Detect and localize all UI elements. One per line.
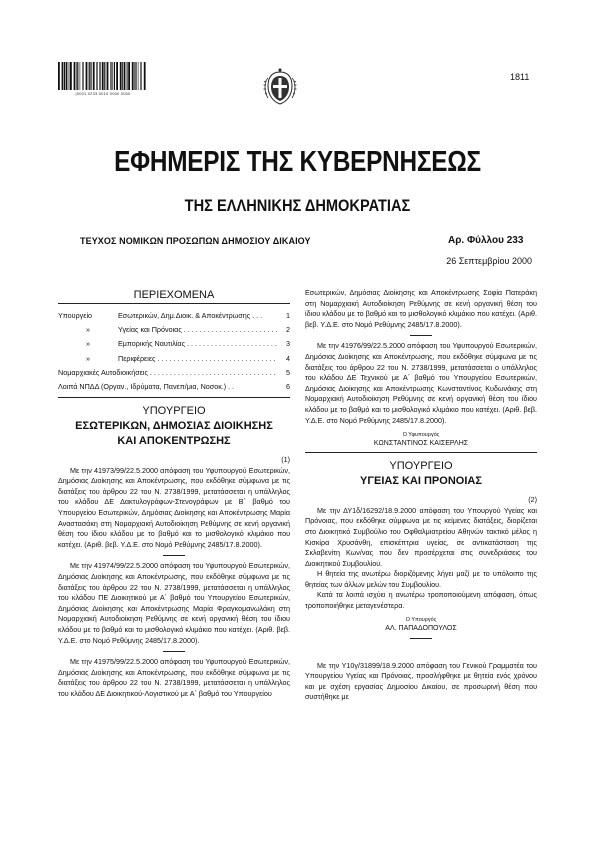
- barcode-bar: [68, 62, 69, 90]
- toc-entry: Εμπορικής Ναυτιλίας . . . . . . . . . . . . . . . . . . . . . . .: [118, 339, 277, 349]
- decision-paragraph: Με την ΔΥ1δ/16292/18.9.2000 απόφαση του Υπουργού Υγείας και Πρόνοιας, που εκδόθηκε σύμφωνα με τις κείμενες διατάξεις, διορίζεται στο Διοικητικό Συμβούλιο του Οφθαλμιατρείου Αθηνών τακτικό μέλος η Κισκίρα Χρυσάνθη, επισκέπτρια υγείας, σε αντικατάσταση της Σκλαβενίτη Κων/νας που δεν προσέρχεται στις συνεδριάσεις του Διοικητικού Συμβουλίου.: [305, 505, 537, 568]
- decision-paragraph: Με την 41974/99/22.5.2000 απόφαση του Υφυπουργού Εσωτερικών, Δημόσιας Διοίκησης και Αποκέντρωσης, που εκδόθηκε σύμφωνα με τις διατάξεις του άρθρου 22 του Ν. 2738/1999, μετατάσσεται η υπάλληλος του κλάδου ΠΕ Διοικητικού με Α΄ βαθμό του Υπουργείου Εσωτερικών, Δημόσιας Διοίκησης και Αποκέντρωσης Μαρία Φραγκομανωλάκη στη Νομαρχιακή Αυτοδιοίκηση Ρεθύμνης σε κενή οργανική θέση του ίδιου κλάδου με το βαθμό και το μισθολογικό κλιμάκιο που κατέχει. (Αριθ. βεβ. Υ.Δ.Ε. στο Νομό Ρεθύμνης 2485/17.8.2000).: [58, 561, 290, 645]
- toc-row: [58, 323, 290, 337]
- barcode-bar: [120, 62, 122, 90]
- toc-page: 1: [286, 311, 290, 320]
- ministry-heading: ΥΠΟΥΡΓΕΙΟ ΥΓΕΙΑΣ ΚΑΙ ΠΡΟΝΟΙΑΣ: [360, 460, 482, 488]
- barcode-bar: [140, 62, 141, 90]
- barcode-bar: [124, 62, 125, 90]
- barcode-bar: [58, 62, 60, 90]
- toc-label: »: [86, 353, 90, 363]
- barcode-bar: [76, 62, 77, 90]
- toc-page: 3: [286, 339, 290, 349]
- divider: [163, 651, 185, 652]
- signature-role: Ο Υπουργός: [405, 616, 437, 623]
- barcode-bar: [82, 62, 83, 90]
- barcode-bar: [90, 62, 91, 90]
- sheet-number: Αρ. Φύλλου 233: [448, 235, 524, 246]
- left-column: [58, 404, 290, 699]
- barcode-bar: [116, 62, 118, 90]
- toc-entry: Λοιπά ΝΠΔΔ (Οργαν., Ιδρύματα, Πανεπ/μια, Νοσοκ.) . .: [58, 382, 235, 392]
- issue-date: 26 Σεπτεμβρίου 2000: [446, 256, 532, 266]
- divider: [58, 303, 290, 304]
- barcode-bar: [77, 62, 78, 90]
- toc-page: 6: [286, 382, 290, 392]
- toc-label: »: [86, 325, 90, 335]
- decision-paragraph: Με την 41976/99/22.5.2000 απόφαση του Υφυπουργού Εσωτερικών, Δημόσιας Διοίκησης και Αποκέντρωσης, που εκδόθηκε σύμφωνα με τις διατάξεις του άρθρου 22 του Ν. 2738/1999, μετατάσσεται ο υπάλληλος του κλάδου ΔΕ Τεχνικού με Α΄ βαθμό του Υπουργείου Εσωτερικών, Δημόσιας Διοίκησης και Αποκέντρωσης Κωνσταντίνος Κυδωνάκης στη Νομαρχιακή Αυτοδιοίκηση Ρεθύμνης σε κενή οργανική θέση του ίδιου κλάδου με το βαθμό και το μισθολογικό κλιμάκιο που κατέχει. (Αριθ. βεβ. Υ.Δ.Ε. στο Νομό Ρεθύμνης 2485/17.8.2000).: [305, 341, 537, 425]
- barcode-bar: [83, 62, 84, 90]
- signature-name: ΑΛ. ΠΑΠΑΔΟΠΟΥΛΟΣ: [385, 624, 457, 632]
- toc-entry: Εσωτερικών, Δημ.Διοικ. & Αποκέντρωσης . . .: [118, 311, 263, 320]
- barcode-bar: [127, 62, 128, 90]
- barcode-bar: [110, 62, 111, 90]
- barcode-bar: [111, 62, 112, 90]
- barcode-bar: [89, 62, 90, 90]
- decision-paragraph: Με την 41975/99/22.5.2000 απόφαση του Υφυπουργού Εσωτερικών, Δημόσιας Διοίκησης και Αποκέντρωσης, που εκδόθηκε σύμφωνα με τις διατάξεις του άρθρου 22 του Ν. 2738/1999, μετατάσσεται η υπάλληλος του κλάδου ΔΕ Διοικητικού-Λογιστικού με Α΄ βαθμό του Υπουργείου: [58, 657, 290, 698]
- decision-paragraph: Εσωτερικών, Δημόσιας Διοίκησης και Αποκέντρωσης Σοφία Πατεράκη στη Νομαρχιακή Αυτοδιοίκηση Ρεθύμνης σε κενή οργανική θέση του ίδιου κλάδου με το βαθμό και το μισθολογικό κλιμάκιο που κατέχει. (Αριθ. βεβ. Υ.Δ.Ε. στο Νομό Ρεθύμνης 2485/17.8.2000).: [305, 288, 537, 329]
- decision-number: (1): [281, 455, 290, 464]
- toc-label: Υπουργείο: [58, 311, 93, 320]
- toc-row: [58, 337, 290, 351]
- barcode-bar: [122, 62, 123, 90]
- barcode-bar: [132, 62, 134, 90]
- coat-of-arms-icon: [262, 66, 298, 106]
- toc-page: 4: [286, 353, 290, 363]
- barcode-bar: [135, 62, 136, 90]
- gazette-subtitle: ΤΗΣ ΕΛΛΗΝΙΚΗΣ ΔΗΜΟΚΡΑΤΙΑΣ: [184, 196, 411, 215]
- barcode-bar: [126, 62, 127, 90]
- decision-paragraph: Η θητεία της ανωτέρω διοριζόμενης λήγει μαζί με το υπόλοιπο της θητείας των άλλων μελών του Συμβουλίου.: [305, 569, 537, 589]
- toc-page: 2: [286, 325, 290, 335]
- signature-name: ΚΩΝΣΤΑΝΤΙΝΟΣ ΚΑΙΣΕΡΛΗΣ: [373, 440, 469, 448]
- toc-title: ΠΕΡΙΕΧΟΜΕΝΑ: [133, 289, 215, 301]
- barcode-bar: [66, 62, 67, 90]
- barcode-number: |0001 0233 0010 0000 0000: [75, 91, 131, 96]
- barcode-bar: [80, 62, 81, 90]
- toc-row: [58, 352, 290, 366]
- barcode-bar: [99, 62, 100, 90]
- barcode-bar: [144, 62, 146, 90]
- page-number: 1811: [510, 72, 530, 82]
- toc-label: »: [86, 339, 90, 349]
- right-column: [305, 288, 537, 703]
- table-of-contents: [58, 309, 290, 394]
- toc-entry: Περιφέρειες . . . . . . . . . . . . . . . . . . . . . . . . . . . . . .: [118, 353, 276, 363]
- barcode-bar: [64, 62, 65, 90]
- barcode-bar: [69, 62, 70, 90]
- barcode-bar: [141, 62, 142, 90]
- toc-entry: Υγείας και Πρόνοιας . . . . . . . . . . . . . . . . . . . . . . . .: [118, 325, 278, 335]
- barcode-bar: [128, 62, 130, 90]
- decision-paragraph: Με την 41973/99/22.5.2000 απόφαση του Υφυπουργού Εσωτερικών, Δημόσιας Διοίκησης και Αποκέντρωσης, που εκδόθηκε σύμφωνα με τις διατάξεις του άρθρου 22 του Ν. 2738/1999, μετατάσσεται η υπάλληλος του κλάδου ΔΕ Δακτυλογράφων-Στενογράφων με Β΄ βαθμό του Υπουργείου Εσωτερικών, Δημόσιας Διοίκησης και Αποκέντρωσης Μαρία Αναστασάκη στη Νομαρχιακή Αυτοδιοίκηση Ρεθύμνης σε κενή οργανική θέση του ίδιου κλάδου με το βαθμό και το μισθολογικό κλιμάκιο που κατέχει. (Αριθ. βεβ. Υ.Δ.Ε. στο Νομό Ρεθύμνης 2485/17.8.2000).: [58, 465, 290, 549]
- barcode-bar: [134, 62, 135, 90]
- divider: [58, 397, 290, 398]
- toc-entry: Νομαρχιακές Αυτοδιοικήσεις . . . . . . . . . . . . . . . . . . . . . . . . . . . . . . . .: [58, 367, 276, 377]
- barcode-bar: [114, 62, 115, 90]
- decision-paragraph: Με την Υ10γ/31899/18.9.2000 απόφαση του Γενικού Γραμματέα του Υπουργείου Υγείας και Πρόνοιας, προσλήφθηκε με θητεία ενός χρόνου και με σχέση εργασίας Δημοσίου Δικαίου, σε προσωρινή θέση που συστήθηκε με: [305, 660, 537, 702]
- barcode: [58, 62, 148, 90]
- barcode-bar: [93, 62, 95, 90]
- divider: [163, 555, 185, 556]
- decision-paragraph: Κατά τα λοιπά ισχύει η ανωτέρω τροποποιούμενη απόφαση, όπως τροποποιήθηκε μεταγενέστερα.: [305, 590, 537, 611]
- barcode-bar: [86, 62, 88, 90]
- toc-row: [58, 309, 290, 323]
- barcode-bar: [70, 62, 72, 90]
- barcode-bar: [62, 62, 64, 90]
- toc-row: [58, 366, 290, 380]
- barcode-bar: [104, 62, 105, 90]
- issue-name: ΤΕΥΧΟΣ ΝΟΜΙΚΩΝ ΠΡΟΣΩΠΩΝ ΔΗΜΟΣΙΟΥ ΔΙΚΑΙΟΥ: [80, 236, 311, 246]
- barcode-bar: [138, 62, 139, 90]
- barcode-bar: [107, 62, 109, 90]
- signature-role: Ο Υφυπουργός: [402, 432, 440, 439]
- barcode-bar: [96, 62, 97, 90]
- decision-number: (2): [528, 495, 537, 505]
- divider: [410, 335, 432, 336]
- divider: [410, 638, 432, 639]
- toc-row: [58, 380, 290, 394]
- gazette-title: ΕΦΗΜΕΡΙΣ ΤΗΣ ΚΥΒΕΡΝΗΣΕΩΣ: [114, 146, 481, 178]
- toc-page: 5: [286, 367, 290, 377]
- barcode-bar: [102, 62, 104, 90]
- barcode-bar: [74, 62, 76, 90]
- ministry-heading: ΥΠΟΥΡΓΕΙΟ ΕΣΩΤΕΡΙΚΩΝ, ΔΗΜΟΣΙΑΣ ΔΙΟΙΚΗΣΗΣ ΚΑΙ ΑΠΟΚΕΝΤΡΩΣΗΣ: [75, 405, 273, 447]
- divider: [305, 452, 537, 453]
